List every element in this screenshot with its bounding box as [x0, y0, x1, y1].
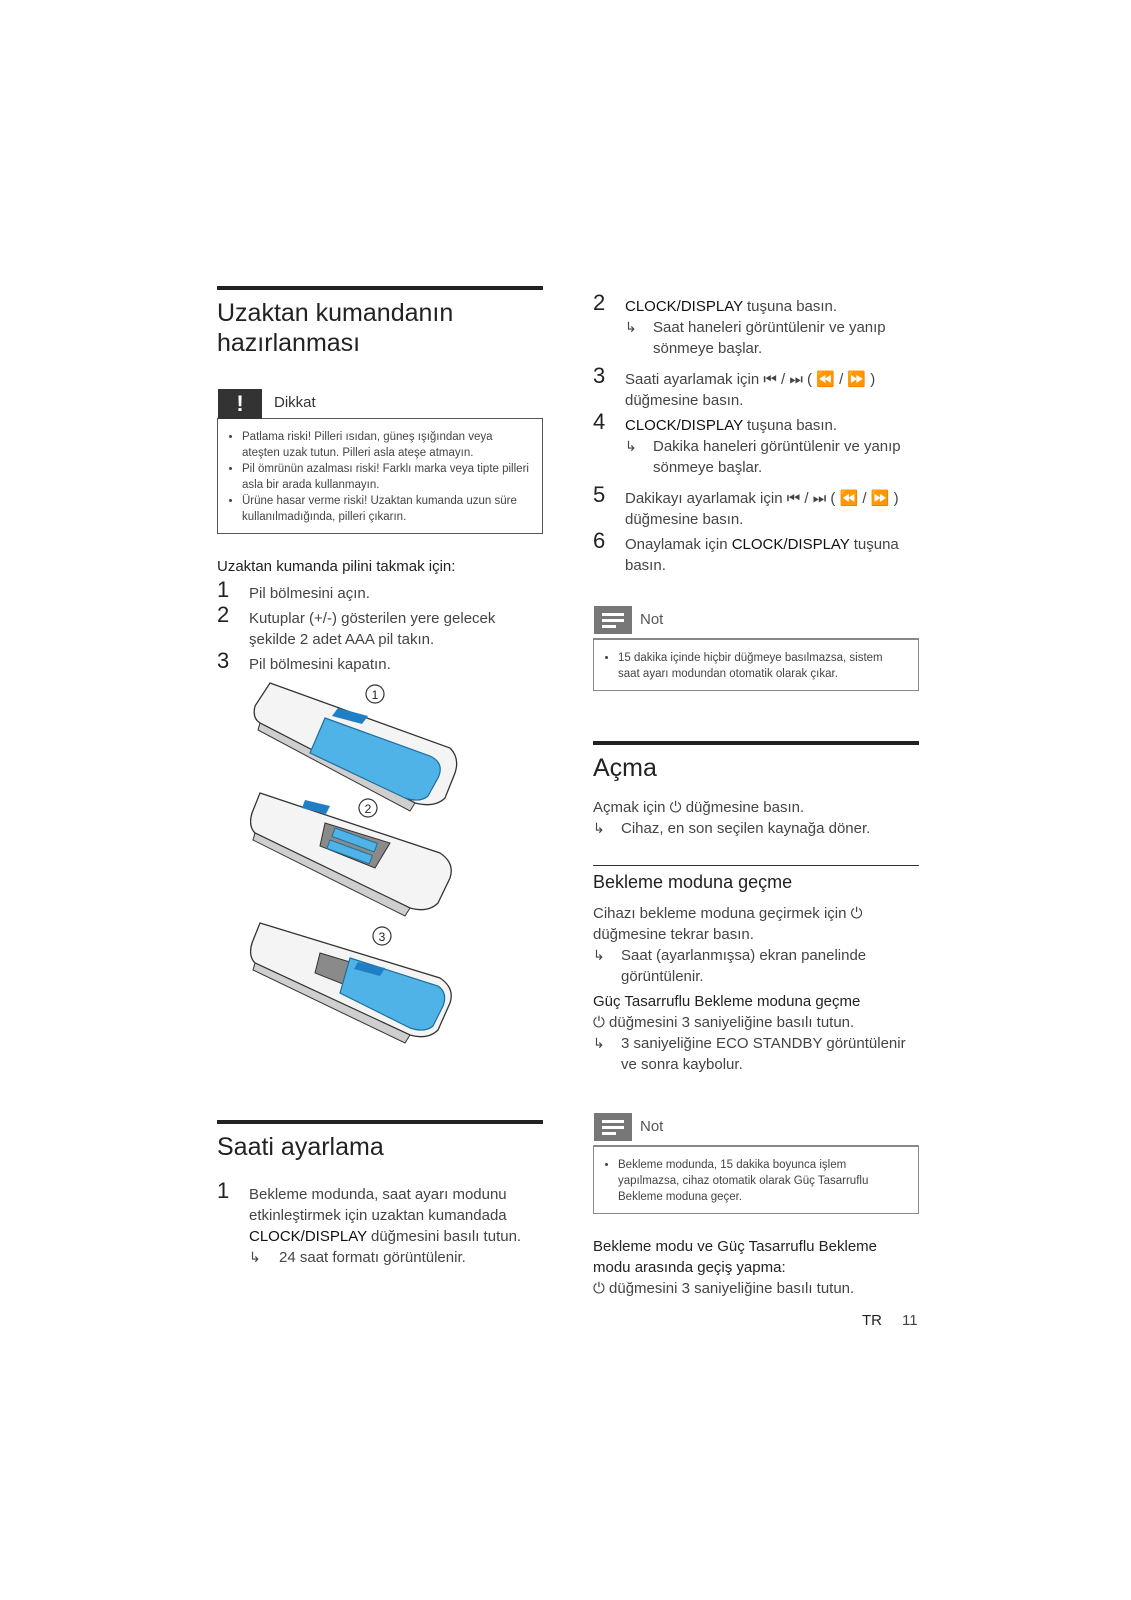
step-text: Kutuplar (+/-) gösterilen yere gelecek şekilde 2 adet AAA pil takın.: [249, 610, 496, 648]
step-number: 6: [593, 528, 606, 553]
section-title-power-on: Açma: [593, 754, 657, 782]
step-number: 4: [593, 409, 606, 434]
step-item: [593, 290, 919, 317]
eco-standby-title: Güç Tasarruflu Bekleme moduna geçme: [593, 993, 861, 1010]
step-item: [593, 409, 919, 436]
subtitle-battery: Uzaktan kumanda pilini takmak için:: [217, 558, 456, 575]
step-item: [593, 482, 919, 530]
caution-label: Dikkat: [274, 394, 316, 411]
note-list: [594, 1147, 918, 1213]
figure-label-1-text: 1: [371, 688, 379, 702]
result-text: 3 saniyeliğine ECO STANDBY görüntülenir ve sonra kaybolur.: [621, 1035, 906, 1073]
step-text: Saati ayarlamak için ⏮ / ⏭ ( ⏪ / ⏩ ) düğmesine basın.: [625, 371, 876, 409]
result-text: 24 saat formatı görüntülenir.: [279, 1249, 466, 1266]
step-text: Pil bölmesini kapatın.: [249, 656, 391, 673]
clock-display-key: CLOCK/DISPLAY: [731, 536, 850, 553]
clock-display-key: CLOCK/DISPLAY: [625, 417, 743, 434]
step-item: [217, 648, 543, 675]
section-title-clock: Saati ayarlama: [217, 1133, 384, 1161]
remote-battery-illustration: [250, 678, 480, 1068]
section-rule: [593, 741, 919, 745]
caution-item: • Pil ömrünün azalması riski! Farklı marka veya tipte pilleri asla bir arada kullanmayın.: [242, 461, 530, 493]
remote-step-2: [251, 793, 452, 916]
step-text: düğmesini basılı tutun.: [366, 1228, 522, 1245]
switch-standby-title: Bekleme modu ve Güç Tasarruflu Bekleme modu arasında geçiş yapma:: [593, 1238, 878, 1276]
step-result: [625, 317, 919, 359]
step-item: [217, 577, 543, 604]
remote-step-3: [251, 923, 452, 1043]
step-text: tuşuna basın.: [742, 298, 838, 315]
result-text: Cihaz, en son seçilen kaynağa döner.: [621, 820, 871, 837]
standby-text: Cihazı bekleme moduna geçirmek için ⏻ düğmesine tekrar basın.: [593, 905, 863, 943]
caution-list: [218, 419, 542, 533]
note-item: • 15 dakika içinde hiçbir düğmeye basılmazsa, sistem saat ayarı modundan otomatik olarak çıkar.: [618, 650, 906, 682]
step-text: Onaylamak için: [625, 536, 732, 553]
result-arrow-icon: ↳: [593, 820, 605, 836]
eco-standby-result: [593, 1033, 919, 1075]
step-item: [593, 363, 919, 411]
step-number: 1: [217, 1178, 230, 1203]
step-text: Bekleme modunda, saat ayarı modunu etkinleştirmek için uzaktan kumandada: [249, 1186, 507, 1224]
power-on-result: [593, 818, 919, 839]
section-rule-thin: [593, 865, 919, 866]
figure-label-3-text: 3: [378, 930, 386, 944]
step-item: [217, 1178, 543, 1247]
eco-standby-text: ⏻ düğmesini 3 saniyeliğine basılı tutun.: [593, 1014, 855, 1031]
result-arrow-icon: ↳: [625, 438, 637, 454]
footer-language: TR: [862, 1312, 882, 1329]
result-text: Saat (ayarlanmışsa) ekran panelinde görüntülenir.: [621, 947, 867, 985]
step-text: Pil bölmesini açın.: [249, 585, 370, 602]
result-arrow-icon: ↳: [625, 319, 637, 335]
clock-section: [217, 1120, 543, 1268]
step-number: 2: [593, 290, 606, 315]
clock-display-key: CLOCK/DISPLAY: [625, 298, 743, 315]
step-text: Dakikayı ayarlamak için ⏮ / ⏭ ( ⏪ / ⏩ ) düğmesine basın.: [625, 490, 899, 528]
section-rule: [217, 1120, 543, 1124]
note-icon: [594, 606, 632, 634]
standby-result: [593, 945, 919, 987]
result-text: Saat haneleri görüntülenir ve yanıp sönmeye başlar.: [653, 319, 886, 357]
clock-display-key: CLOCK/DISPLAY: [249, 1228, 367, 1245]
step-number: 5: [593, 482, 606, 507]
caution-item: • Patlama riski! Pilleri ısıdan, güneş ışığından veya ateşten uzak tutun. Pilleri asla ateşe atmayın.: [242, 429, 530, 461]
result-arrow-icon: ↳: [593, 1035, 605, 1051]
result-arrow-icon: ↳: [249, 1249, 261, 1265]
note-list: [594, 640, 918, 690]
left-column: [217, 286, 543, 675]
section-title-remote: Uzaktan kumandanın hazırlanması: [217, 299, 454, 357]
step-number: 3: [593, 363, 606, 388]
footer-page-number: 11: [902, 1312, 918, 1329]
remote-step-1: [254, 683, 456, 811]
result-text: Dakika haneleri görüntülenir ve yanıp sönmeye başlar.: [653, 438, 901, 476]
step-item: [217, 602, 543, 650]
note-box: [593, 611, 919, 691]
caution-icon: !: [218, 389, 262, 419]
result-arrow-icon: ↳: [593, 947, 605, 963]
step-number: 1: [217, 577, 230, 602]
note-item: • Bekleme modunda, 15 dakika boyunca işlem yapılmazsa, cihaz otomatik olarak Güç Tasarruflu Bekleme moduna geçer.: [618, 1157, 906, 1205]
step-number: 3: [217, 648, 230, 673]
note-icon: [594, 1113, 632, 1141]
note-label: Not: [640, 1118, 664, 1135]
step-result: [249, 1247, 543, 1268]
step-item: [593, 528, 919, 576]
caution-box: [217, 391, 543, 534]
figure-label-2-text: 2: [364, 802, 372, 816]
power-on-text: Açmak için ⏻ düğmesine basın.: [593, 799, 805, 816]
step-text: tuşuna basın.: [625, 536, 899, 574]
step-result: [625, 436, 919, 478]
step-text: tuşuna basın.: [742, 417, 838, 434]
step-number: 2: [217, 602, 230, 627]
note-box: [593, 1118, 919, 1214]
caution-item: • Ürüne hasar verme riski! Uzaktan kumanda uzun süre kullanılmadığında, pilleri çıkarın.: [242, 493, 530, 525]
section-rule: [217, 286, 543, 290]
right-column: [593, 290, 919, 1299]
note-label: Not: [640, 611, 664, 628]
section-title-standby: Bekleme moduna geçme: [593, 872, 793, 892]
switch-standby-text: ⏻ düğmesini 3 saniyeliğine basılı tutun.: [593, 1280, 855, 1297]
